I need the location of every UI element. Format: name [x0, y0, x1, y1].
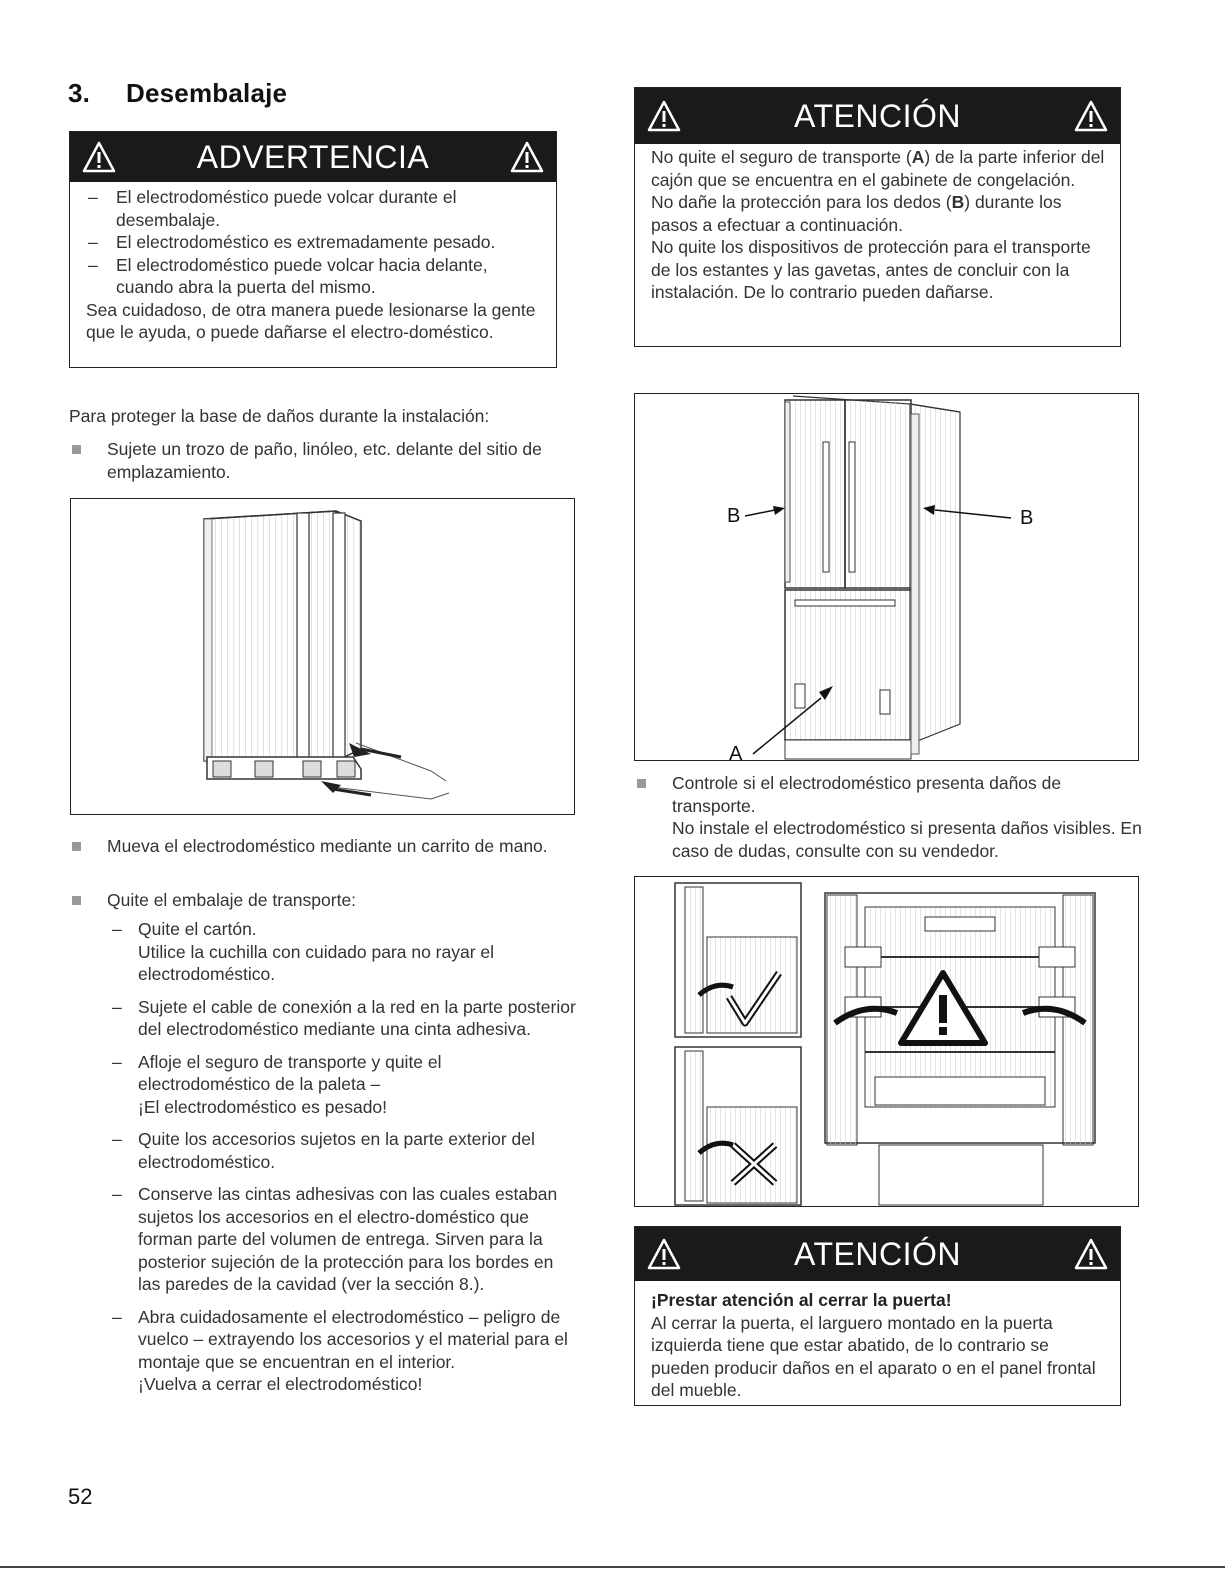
figure-fridge-transport-locks	[634, 393, 1139, 761]
attention-key: A	[911, 147, 925, 167]
label-a: A	[729, 743, 743, 761]
open-fridge-illustration	[635, 877, 1139, 1207]
warning-triangle-icon	[647, 1238, 681, 1270]
step-main: Afloje el seguro de transporte y quite el electrodoméstico de la paleta –	[138, 1051, 442, 1094]
section-number: 3.	[68, 78, 91, 108]
step-sub: ¡El electrodoméstico es pesado!	[138, 1096, 388, 1117]
step-item	[108, 918, 578, 986]
attention-text: No quite el seguro de transporte (	[651, 147, 912, 167]
warning-body	[70, 182, 556, 350]
warning-triangle-icon	[510, 141, 544, 173]
attention-text: ) durante los pasos a efectuar a continuación.	[651, 192, 1062, 235]
attention-box-header	[635, 88, 1120, 144]
attention-paragraph: No quite los dispositivos de protección para el transporte de los estantes y las gavetas, antes de concluir con la instalación. De lo contrario pueden dañarse.	[651, 237, 1091, 302]
warning-box	[69, 131, 557, 368]
label-b-right: B	[1020, 507, 1034, 529]
step-item	[108, 996, 578, 1041]
attention-key: B	[951, 192, 965, 212]
attention-body	[635, 144, 1120, 310]
step-main: Conserve las cintas adhesivas con las cuales estaban sujetos los accesorios en el electro-doméstico que forman parte del volumen de entrega. Sirven para la posterior sujeción de la protección para los bordes en las paredes de la cavidad (ver la sección 8.).	[138, 1184, 558, 1294]
warning-item: – El electrodoméstico es extremadamente pesado.	[86, 231, 542, 254]
attention-box-door	[634, 1226, 1121, 1406]
warning-triangle-icon	[647, 100, 681, 132]
unpacking-steps	[108, 918, 578, 1406]
step-item	[108, 1306, 578, 1396]
attention-title: ATENCIÓN	[794, 1235, 961, 1272]
attention-paragraph	[651, 191, 1106, 236]
check-subtext: No instale el electrodoméstico si presenta daños visibles. En caso de dudas, consulte con su vendedor.	[672, 818, 1142, 861]
section-heading	[68, 78, 287, 109]
attention-text: Al cerrar la puerta, el larguero montado en la puerta izquierda tiene que estar abatido, de lo contrario se pueden producir daños en el aparato o en el panel frontal del mueble.	[651, 1312, 1096, 1400]
step-item	[108, 1051, 578, 1119]
intro-text: Para proteger la base de daños durante la instalación:	[69, 406, 490, 426]
figure-packed-appliance	[70, 498, 575, 815]
warning-triangle-icon	[82, 141, 116, 173]
step-sub: Utilice la cuchilla con cuidado para no rayar el electrodoméstico.	[138, 941, 495, 984]
page-number: 52	[68, 1484, 93, 1509]
step-sub: ¡Vuelva a cerrar el electrodoméstico!	[138, 1374, 423, 1394]
step-item	[108, 1183, 578, 1296]
label-b-left: B	[727, 505, 741, 527]
bullet-check-damage	[634, 772, 1144, 862]
warning-list	[86, 186, 542, 299]
page-bottom-rule	[0, 1566, 1225, 1568]
figure-open-fridge	[634, 876, 1139, 1207]
warning-item: – El electrodoméstico puede volcar durante el desembalaje.	[86, 186, 542, 231]
step-main: Sujete el cable de conexión a la red en la parte posterior del electrodoméstico mediante una cinta adhesiva.	[138, 996, 576, 1039]
warning-item: – El electrodoméstico puede volcar hacia delante, cuando abra la puerta del mismo.	[86, 254, 542, 299]
bullet-move-appliance: Mueva el electrodoméstico mediante un carrito de mano.	[69, 835, 579, 858]
attention-body	[635, 1281, 1120, 1408]
step-item	[108, 1128, 578, 1173]
attention-title: ATENCIÓN	[794, 97, 961, 134]
attention-text: ) de la parte inferior del cajón que se encuentra en el gabinete de congelación.	[651, 147, 1105, 190]
packed-appliance-illustration	[71, 499, 575, 815]
attention-box-transport	[634, 87, 1121, 347]
intro-bullet: Sujete un trozo de paño, linóleo, etc. delante del sitio de emplazamiento.	[69, 438, 579, 483]
warning-title: ADVERTENCIA	[196, 138, 430, 175]
warning-box-header	[70, 132, 556, 182]
attention-paragraph	[651, 146, 1106, 191]
fridge-illustration	[635, 394, 1139, 761]
warning-text: Sea cuidadoso, de otra manera puede lesionarse la gente que le ayuda, o puede dañarse el electro-doméstico.	[86, 299, 536, 342]
warning-triangle-icon	[1074, 1238, 1108, 1270]
attention-box-header	[635, 1227, 1120, 1281]
section-title: Desembalaje	[126, 78, 288, 108]
attention-subtitle: ¡Prestar atención al cerrar la puerta!	[651, 1290, 952, 1310]
attention-text: No dañe la protección para los dedos (	[651, 192, 952, 212]
step-main: Quite los accesorios sujetos en la parte exterior del electrodoméstico.	[138, 1129, 535, 1172]
bullet-remove-packaging: Quite el embalaje de transporte:	[69, 889, 579, 912]
step-main: Quite el cartón.	[138, 919, 257, 939]
warning-triangle-icon	[1074, 100, 1108, 132]
check-text: Controle si el electrodoméstico presenta daños de transporte.	[672, 773, 1062, 816]
step-main: Abra cuidadosamente el electrodoméstico – peligro de vuelco – extrayendo los accesorios y el material para el montaje que se encuentran en el interior.	[138, 1306, 568, 1372]
